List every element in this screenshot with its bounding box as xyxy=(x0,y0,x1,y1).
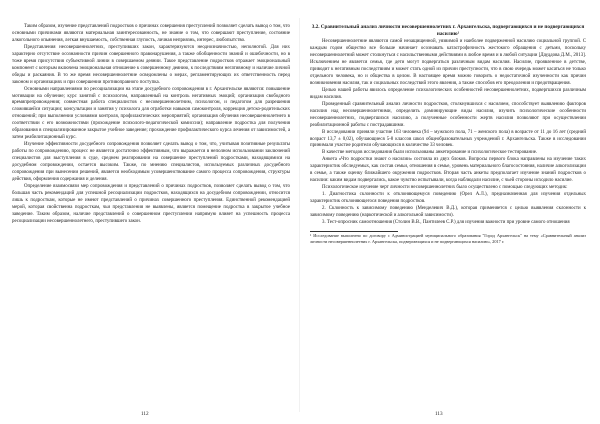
left-paragraph-2: Представления несовершеннолетних, преступивших закон, характеризуются неоднозначностью, неполнотой. Для них характерно отсутствие осознанности причин совершенного правонарушения, а также обобщенности знаний и ошибочности, но в тоже время присутствия субъективной линии в совершаемом деянии. Такое представление подростков отражает эмоциональный компонент с которым включена эмоциональная отношение к совершенному деянию, к последствиям негативному и наличие личной обиды и раскаяния. В то же время несовершеннолетние осведомлены о мерах, регламентирующих их ответственность перед законом и организациях и при совершении противоправного поступка. xyxy=(12,44,290,85)
left-paragraph-5: Определение взаимосвязи мер сопровождения и представлений о причинах подростков, позволяет сделать вывод о том, что большая часть рекомендаций для успешной ресоциализации подростков, находящихся на досудебном сопровождении, относится лишь к подросткам, которые не имеют представлений о причинах совершенного преступления. Единственной рекомендацией мерой, которая свойственна подросткам, чьи представления не выявлены, является помещение подростка в закрытое учебное заведение. Таким образом, наличие представлений о совершенном преступлении напрямую влияет на успешность процесса ресоциализации несовершеннолетнего, преступившего закон. xyxy=(12,183,290,224)
right-paragraph-6: Анкета «Что подростки знают о насилии» состояла из двух блоков. Вопросы первого блока направлены на изучение таких характеристик обследуемых, как состав семьи, отношения в семье, уровень материального благосостояния, наличие алкоголизации в семье, а также оценку ближайшего окружения подростков. Вторая часть анкеты предполагает изучение знаний подростков о насилии: каким видам подвергались, какое чувство испытывали, когда наблюдали насилие, с чьей стороны исходило насилие. xyxy=(310,157,586,184)
right-paragraph-4: В исследовании приняли участие 163 человека (94 – мужского пола, 71 – женского пола) в возрасте от 11 до 16 лет (средний возраст 13,7 ± 0,02), обучающиеся 5-8 классов школ общеобразовательных учреждений г. Архангельска. Также в исследовании принимали участие родители обучающихся в количестве 33 человек. xyxy=(310,129,586,149)
right-paragraph-5: В качестве методов исследования были использованы анкетирование и психологическое тестирование. xyxy=(322,150,538,156)
method-item-2: 2. Склонность к зависимому поведению (Менделевич В.Д.), которая применяется с целью выявления склонности к зависимому поведению (наркотической и алкогольной зависимости). xyxy=(310,206,586,219)
right-page xyxy=(300,0,600,424)
right-page-number: 113 xyxy=(435,411,443,417)
method-item-1: 1. Диагностика склонности к отклоняющемуся поведению (Орел А.Л.), предназначенная для изучения отдельных характеристик отклоняющегося поведения подростков. xyxy=(310,192,586,205)
left-paragraph-1: Таким образом, изучение представлений подростков о причинах совершения преступлений позволяет сделать вывод о том, что основными причинами являются материальная заинтересованность, не знание о том, что совершают преступление, состояние алкогольного опьянения, легкая внушаемость, собственная глупость, личная неприязнь, интерес, любопытство. xyxy=(12,24,290,43)
left-page-number: 112 xyxy=(141,411,149,417)
footnote: ¹ Исследование выполнено по договору с Администрацией муниципального образования "Город Архангельск" на тему «Сравнительный анализ личности несовершеннолетних г. Архангельска, подвергающихся и не подвергающихся насилию», 2017 г. xyxy=(310,232,586,244)
right-paragraph-2: Целью нашей работы явилось определение психологических особенностей несовершеннолетних, подвергшихся различным видам насилия. xyxy=(310,87,586,100)
right-paragraph-7: Психологическое изучение черт личности несовершеннолетних было осуществлено с помощью следующих методик: xyxy=(322,185,568,191)
left-paragraph-4: Изучение эффективности досудебного сопровождения позволяет сделать вывод о том, что, учитывая позитивные результаты работы по сопровождению, процесс не является достаточно эффективным, что выражается в неполном использовании заключений специалистов для выступления в суде, среднем реагировании на совершение преступлений подростками, находящимися на досудебном сопровождении, остается высоким. Также, по мнению специалистов, используемых различных досудебного сопровождения при вынесении решений, является необходимым усовершенствование самого процесса сопровождения, структуры действия, оформления содержания и деления. xyxy=(12,142,290,182)
footnote-divider xyxy=(310,231,398,232)
section-title: 3.2. Сравнительный анализ личности несовершеннолетних г. Архангельска, подвергающихся и не подвергающихся насилию¹ xyxy=(311,24,585,37)
right-paragraph-1: Несовершеннолетние являются самой незащищенной, уязвимой и наиболее подверженной насилию социальной группой. С каждым годом общество все больше начинает осознавать катастрофичность жестокого обращения с детьми, поскольку несовершеннолетний может столкнуться с насильственными действиями в любое время и в любой ситуации [Дауддова Д.М., 2013]. Исключением не является семья, где дети могут подвергаться различным видам насилия. Насилие, проявленное в детстве, приводит к негативным последствиям и может стать одной из причин преступности, что в свою очередь может касаться не только отдельного человека, но и общества в целом. В настоящее время можно говорить о недостаточной изученности как причин возникновения насилия, так и социальных последствий этого явления, а также способов его преодоления и предотвращения. xyxy=(310,39,586,86)
left-paragraph-3: Основными направлениями по ресоциализации на этапе досудебного сопровождения в г. Архангельске являются: повышение мотивации на обучение; курс занятий с психологом, направленный на контроль негативных эмоций; организация свободного времяпрепровождения; совместная работа специалистов с несовершеннолетним, психологом, и педагогом для разрешения сложившейся ситуации; консультации и занятия у психолога для отработки навыков самоконтроля, коррекция детско-родительских отношений; при выполнении условиями контроля, профилактических мероприятий; организация обучения несовершеннолетнего в соответствии с его возможностями (прохождение психолого-педагогической комиссии); направление подростка для получения образования в специализированное закрытое учебное заведение; прохождение профилактического курса лечения от зависимостей, а затем реабилитационный курс. xyxy=(12,86,290,141)
left-page-body xyxy=(12,24,290,226)
right-page-body xyxy=(310,39,586,227)
right-paragraph-3: Проведенный сравнительный анализ личности подростков, столкнувшихся с насилием, способствует выявлению факторов насилия над несовершеннолетними, определить доминирующие виды насилия, изучить психологические особенности несовершеннолетних, подвергшихся насилию, а полученные особенности жертв насилия позволяют при осуществлении реабилитационной работы с пострадавшими. xyxy=(310,101,586,128)
method-item-3: 3. Тест-опросник самоотношения (Столин В.В., Пантилеев С.Р.) для изучения важности при уровне самого отношения xyxy=(322,219,570,225)
